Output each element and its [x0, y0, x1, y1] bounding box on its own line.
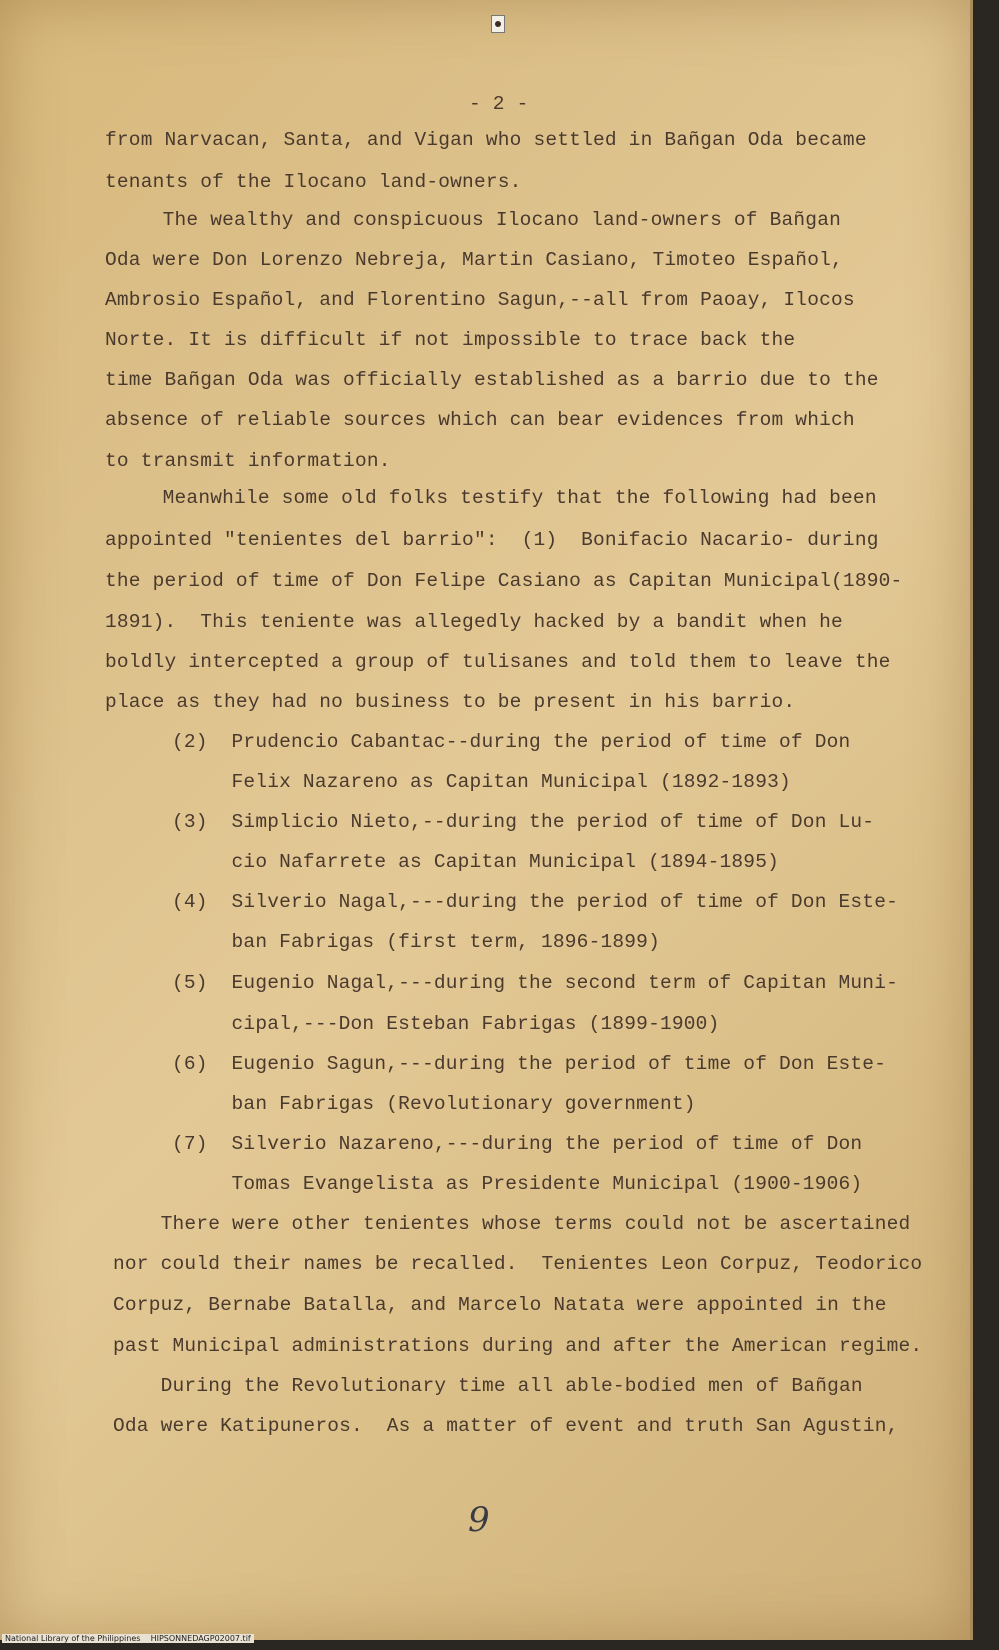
list-item: cio Nafarrete as Capitan Municipal (1894-1895): [172, 851, 779, 873]
text-line: Ambrosio Español, and Florentino Sagun,--all from Paoay, Ilocos: [105, 289, 855, 311]
binder-clip-icon: [491, 15, 505, 33]
text-line: nor could their names be recalled. Tenientes Leon Corpuz, Teodorico: [113, 1253, 923, 1275]
text-line: the period of time of Don Felipe Casiano as Capitan Municipal(1890-: [105, 570, 903, 592]
list-item: (5) Eugenio Nagal,---during the second term of Capitan Muni-: [172, 972, 899, 994]
page-number: - 2 -: [469, 93, 529, 115]
text-line: from Narvacan, Santa, and Vigan who settled in Bañgan Oda became: [105, 129, 867, 151]
text-line: absence of reliable sources which can bear evidences from which: [105, 409, 855, 431]
text-line: There were other tenientes whose terms could not be ascertained: [113, 1213, 911, 1235]
text-line: to transmit information.: [105, 450, 391, 472]
archive-footer: National Library of the Philippines HIPSONNEDAGP02007.tif: [2, 1634, 254, 1643]
list-item: (4) Silverio Nagal,---during the period of time of Don Este-: [172, 891, 899, 913]
list-item: (3) Simplicio Nieto,--during the period of time of Don Lu-: [172, 811, 875, 833]
text-line: tenants of the Ilocano land-owners.: [105, 171, 522, 193]
list-item: ban Fabrigas (Revolutionary government): [172, 1093, 696, 1115]
list-item: Tomas Evangelista as Presidente Municipal (1900-1906): [172, 1173, 863, 1195]
text-line: appointed "tenientes del barrio": (1) Bonifacio Nacario- during: [105, 529, 879, 551]
text-line: Oda were Katipuneros. As a matter of event and truth San Agustin,: [113, 1415, 899, 1437]
list-item: (6) Eugenio Sagun,---during the period of time of Don Este-: [172, 1053, 887, 1075]
text-line: The wealthy and conspicuous Ilocano land-owners of Bañgan: [115, 209, 842, 231]
text-line: Meanwhile some old folks testify that the following had been: [115, 487, 877, 509]
list-item: Felix Nazareno as Capitan Municipal (1892-1893): [172, 771, 791, 793]
text-line: 1891). This teniente was allegedly hacked by a bandit when he: [105, 611, 843, 633]
handwritten-page-mark: 9: [468, 1500, 490, 1540]
text-line: past Municipal administrations during and after the American regime.: [113, 1335, 923, 1357]
list-item: (7) Silverio Nazareno,---during the period of time of Don: [172, 1133, 863, 1155]
list-item: ban Fabrigas (first term, 1896-1899): [172, 931, 660, 953]
text-line: Norte. It is difficult if not impossible to trace back the: [105, 329, 796, 351]
text-line: place as they had no business to be present in his barrio.: [105, 691, 796, 713]
text-line: During the Revolutionary time all able-bodied men of Bañgan: [113, 1375, 863, 1397]
list-item: (2) Prudencio Cabantac--during the period of time of Don: [172, 731, 851, 753]
list-item: cipal,---Don Esteban Fabrigas (1899-1900): [172, 1013, 720, 1035]
text-line: Oda were Don Lorenzo Nebreja, Martin Casiano, Timoteo Español,: [105, 249, 843, 271]
text-line: Corpuz, Bernabe Batalla, and Marcelo Natata were appointed in the: [113, 1294, 887, 1316]
text-line: time Bañgan Oda was officially established as a barrio due to the: [105, 369, 879, 391]
text-line: boldly intercepted a group of tulisanes and told them to leave the: [105, 651, 891, 673]
